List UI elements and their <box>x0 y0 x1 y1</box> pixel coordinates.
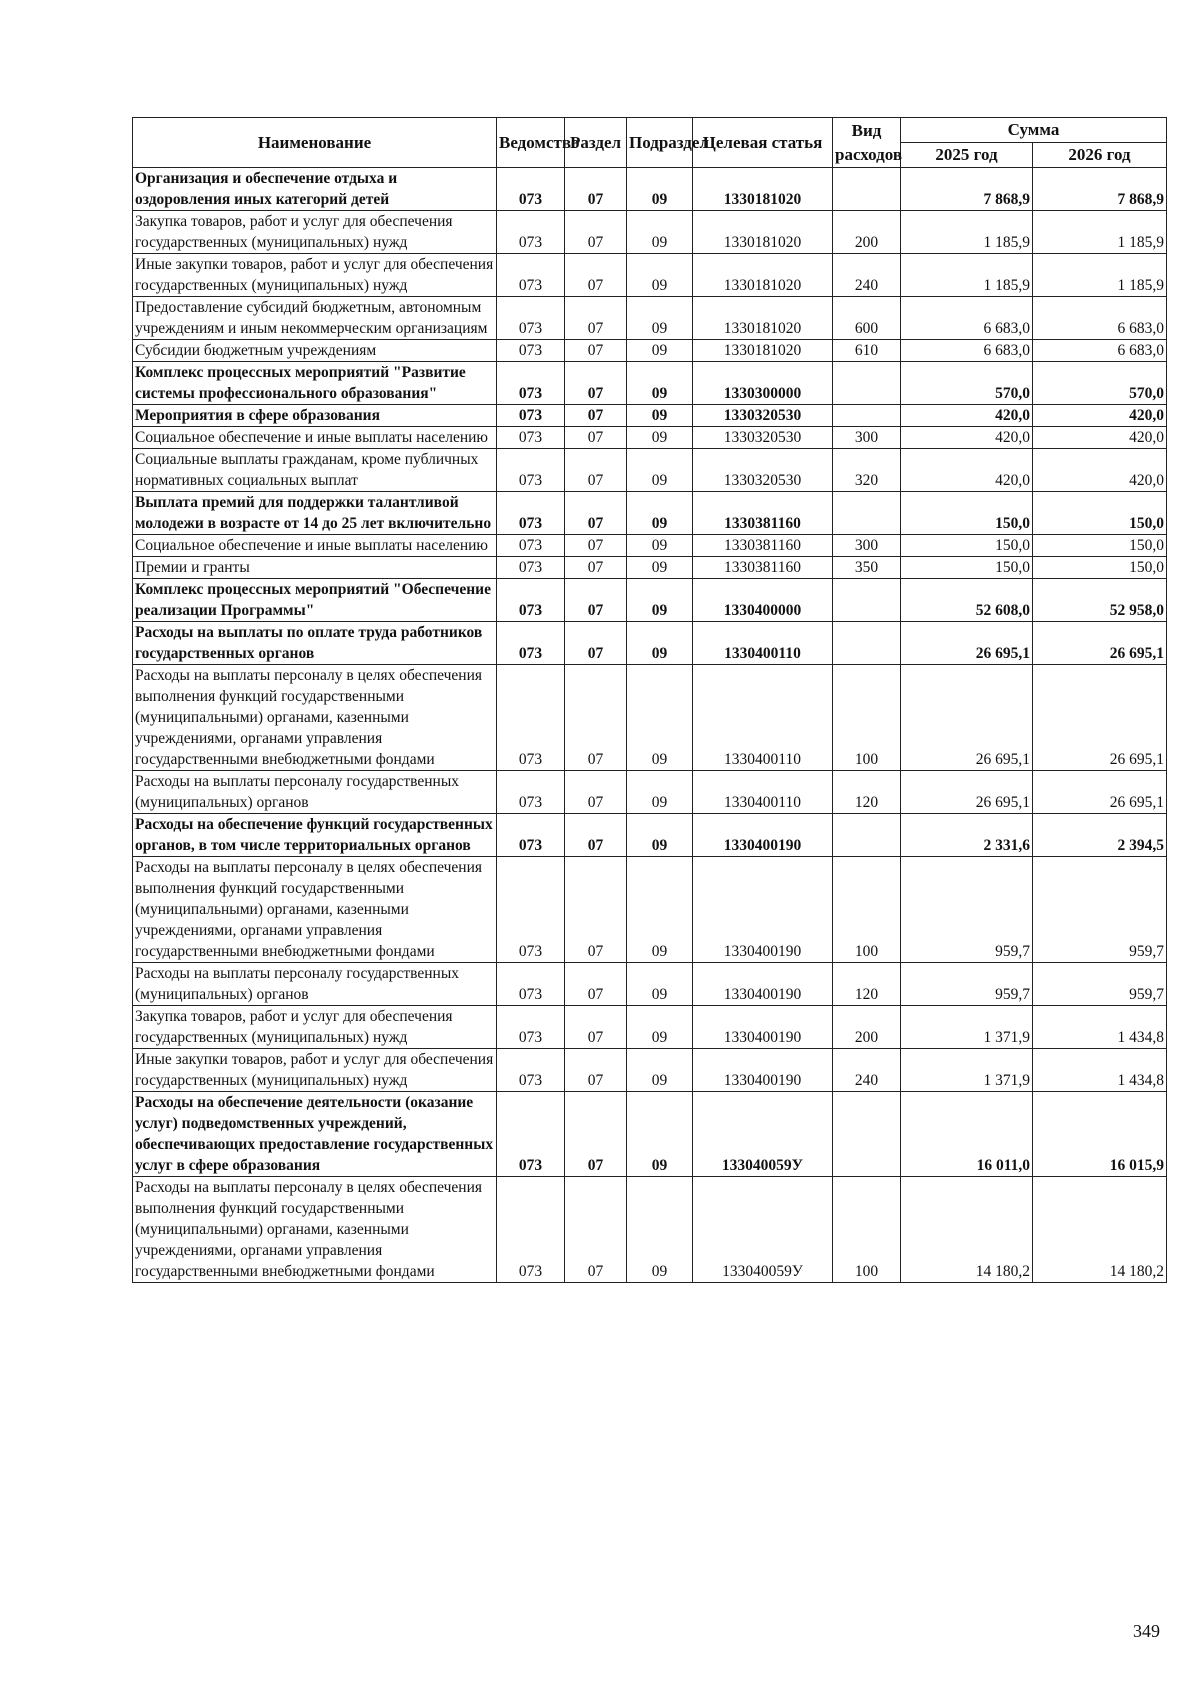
cell-target: 133040059У <box>693 1092 833 1177</box>
cell-section: 07 <box>565 535 627 557</box>
cell-section: 07 <box>565 622 627 665</box>
cell-sum-2026: 26 695,1 <box>1033 622 1167 665</box>
table-body <box>133 168 1167 1283</box>
header-name: Наименование <box>133 118 497 168</box>
cell-sum-2025: 570,0 <box>901 362 1033 405</box>
cell-name: Премии и гранты <box>133 557 497 579</box>
header-dept: Ведомство <box>497 118 565 168</box>
cell-dept: 073 <box>497 814 565 857</box>
cell-section: 07 <box>565 557 627 579</box>
cell-sum-2026: 6 683,0 <box>1033 340 1167 362</box>
header-year-2026: 2026 год <box>1033 143 1167 168</box>
cell-sum-2026: 6 683,0 <box>1033 297 1167 340</box>
cell-sum-2025: 26 695,1 <box>901 665 1033 771</box>
cell-sum-2025: 52 608,0 <box>901 579 1033 622</box>
cell-target: 1330320530 <box>693 427 833 449</box>
table-row <box>133 449 1167 492</box>
cell-target: 1330400190 <box>693 857 833 963</box>
cell-sum-2025: 150,0 <box>901 535 1033 557</box>
cell-section: 07 <box>565 963 627 1006</box>
cell-sum-2026: 420,0 <box>1033 449 1167 492</box>
cell-sum-2026: 570,0 <box>1033 362 1167 405</box>
cell-section: 07 <box>565 1177 627 1283</box>
cell-sum-2025: 420,0 <box>901 449 1033 492</box>
cell-target: 133040059У <box>693 1177 833 1283</box>
cell-sum-2026: 1 185,9 <box>1033 254 1167 297</box>
header-subsection: Подраздел <box>627 118 693 168</box>
cell-section: 07 <box>565 665 627 771</box>
cell-subsection: 09 <box>627 427 693 449</box>
cell-name: Комплекс процессных мероприятий "Развитие системы профессионального образования" <box>133 362 497 405</box>
cell-subsection: 09 <box>627 963 693 1006</box>
cell-sum-2026: 26 695,1 <box>1033 665 1167 771</box>
cell-name: Предоставление субсидий бюджетным, автономным учреждениям и иным некоммерческим организациям <box>133 297 497 340</box>
cell-target: 1330320530 <box>693 449 833 492</box>
cell-dept: 073 <box>497 297 565 340</box>
cell-name: Расходы на выплаты персоналу в целях обеспечения выполнения функций государственными (муниципальными) органами, казенными учреждениями, органами управления государственными внебюджетными фондами <box>133 665 497 771</box>
cell-expense-type: 610 <box>833 340 901 362</box>
cell-sum-2025: 6 683,0 <box>901 340 1033 362</box>
cell-dept: 073 <box>497 362 565 405</box>
cell-name: Закупка товаров, работ и услуг для обеспечения государственных (муниципальных) нужд <box>133 211 497 254</box>
cell-sum-2026: 14 180,2 <box>1033 1177 1167 1283</box>
cell-name: Расходы на выплаты персоналу государственных (муниципальных) органов <box>133 963 497 1006</box>
cell-name: Иные закупки товаров, работ и услуг для обеспечения государственных (муниципальных) нужд <box>133 254 497 297</box>
cell-subsection: 09 <box>627 857 693 963</box>
table-row <box>133 1092 1167 1177</box>
cell-section: 07 <box>565 427 627 449</box>
cell-sum-2026: 150,0 <box>1033 535 1167 557</box>
cell-dept: 073 <box>497 963 565 1006</box>
table-row <box>133 557 1167 579</box>
header-target: Целевая статья <box>693 118 833 168</box>
cell-sum-2025: 150,0 <box>901 492 1033 535</box>
cell-name: Расходы на обеспечение деятельности (оказание услуг) подведомственных учреждений, обеспечивающих предоставление государственных услуг в сфере образования <box>133 1092 497 1177</box>
table-row <box>133 340 1167 362</box>
cell-target: 1330320530 <box>693 405 833 427</box>
cell-target: 1330400110 <box>693 771 833 814</box>
cell-dept: 073 <box>497 535 565 557</box>
table-row <box>133 297 1167 340</box>
cell-sum-2025: 26 695,1 <box>901 622 1033 665</box>
cell-sum-2026: 959,7 <box>1033 857 1167 963</box>
cell-name: Субсидии бюджетным учреждениям <box>133 340 497 362</box>
cell-dept: 073 <box>497 211 565 254</box>
cell-sum-2025: 959,7 <box>901 963 1033 1006</box>
cell-subsection: 09 <box>627 449 693 492</box>
cell-subsection: 09 <box>627 168 693 211</box>
cell-expense-type: 100 <box>833 1177 901 1283</box>
cell-section: 07 <box>565 857 627 963</box>
cell-dept: 073 <box>497 254 565 297</box>
cell-sum-2025: 420,0 <box>901 427 1033 449</box>
cell-expense-type: 320 <box>833 449 901 492</box>
cell-expense-type: 200 <box>833 211 901 254</box>
cell-dept: 073 <box>497 405 565 427</box>
cell-sum-2025: 7 868,9 <box>901 168 1033 211</box>
cell-expense-type <box>833 492 901 535</box>
cell-expense-type <box>833 405 901 427</box>
cell-target: 1330181020 <box>693 168 833 211</box>
table-row <box>133 622 1167 665</box>
cell-subsection: 09 <box>627 665 693 771</box>
cell-expense-type <box>833 362 901 405</box>
cell-target: 1330381160 <box>693 492 833 535</box>
header-section: Раздел <box>565 118 627 168</box>
cell-sum-2026: 1 185,9 <box>1033 211 1167 254</box>
cell-expense-type: 300 <box>833 535 901 557</box>
header-expense-type: Вид расходов <box>833 118 901 168</box>
cell-sum-2025: 959,7 <box>901 857 1033 963</box>
table-row <box>133 168 1167 211</box>
cell-subsection: 09 <box>627 814 693 857</box>
cell-sum-2026: 2 394,5 <box>1033 814 1167 857</box>
cell-target: 1330181020 <box>693 211 833 254</box>
page-number: 349 <box>1133 1621 1160 1641</box>
cell-target: 1330400190 <box>693 963 833 1006</box>
cell-dept: 073 <box>497 492 565 535</box>
cell-expense-type: 100 <box>833 665 901 771</box>
budget-table <box>132 117 1167 1283</box>
cell-name: Социальное обеспечение и иные выплаты населению <box>133 535 497 557</box>
cell-target: 1330181020 <box>693 340 833 362</box>
cell-sum-2026: 26 695,1 <box>1033 771 1167 814</box>
cell-subsection: 09 <box>627 579 693 622</box>
cell-expense-type: 100 <box>833 857 901 963</box>
cell-subsection: 09 <box>627 254 693 297</box>
cell-sum-2025: 14 180,2 <box>901 1177 1033 1283</box>
cell-target: 1330400190 <box>693 814 833 857</box>
cell-target: 1330381160 <box>693 535 833 557</box>
cell-subsection: 09 <box>627 340 693 362</box>
cell-dept: 073 <box>497 857 565 963</box>
cell-subsection: 09 <box>627 1006 693 1049</box>
cell-section: 07 <box>565 814 627 857</box>
cell-name: Расходы на выплаты по оплате труда работников государственных органов <box>133 622 497 665</box>
cell-sum-2026: 420,0 <box>1033 427 1167 449</box>
cell-subsection: 09 <box>627 1177 693 1283</box>
table-row <box>133 771 1167 814</box>
cell-sum-2025: 26 695,1 <box>901 771 1033 814</box>
cell-name: Расходы на выплаты персоналу в целях обеспечения выполнения функций государственными (муниципальными) органами, казенными учреждениями, органами управления государственными внебюджетными фондами <box>133 857 497 963</box>
table-row <box>133 665 1167 771</box>
cell-sum-2026: 16 015,9 <box>1033 1092 1167 1177</box>
cell-sum-2026: 52 958,0 <box>1033 579 1167 622</box>
cell-subsection: 09 <box>627 1049 693 1092</box>
cell-expense-type <box>833 622 901 665</box>
cell-subsection: 09 <box>627 492 693 535</box>
header-sum: Сумма <box>901 118 1167 143</box>
cell-target: 1330181020 <box>693 254 833 297</box>
cell-dept: 073 <box>497 771 565 814</box>
cell-target: 1330400190 <box>693 1049 833 1092</box>
cell-target: 1330400110 <box>693 665 833 771</box>
cell-subsection: 09 <box>627 211 693 254</box>
cell-subsection: 09 <box>627 557 693 579</box>
cell-section: 07 <box>565 771 627 814</box>
table-row <box>133 814 1167 857</box>
cell-section: 07 <box>565 340 627 362</box>
cell-dept: 073 <box>497 340 565 362</box>
cell-dept: 073 <box>497 168 565 211</box>
cell-expense-type: 600 <box>833 297 901 340</box>
cell-section: 07 <box>565 1092 627 1177</box>
cell-dept: 073 <box>497 579 565 622</box>
cell-subsection: 09 <box>627 297 693 340</box>
table-row <box>133 427 1167 449</box>
cell-expense-type: 240 <box>833 254 901 297</box>
cell-section: 07 <box>565 254 627 297</box>
cell-section: 07 <box>565 405 627 427</box>
cell-expense-type: 120 <box>833 771 901 814</box>
cell-dept: 073 <box>497 1092 565 1177</box>
cell-sum-2026: 420,0 <box>1033 405 1167 427</box>
cell-sum-2025: 420,0 <box>901 405 1033 427</box>
cell-sum-2025: 1 371,9 <box>901 1049 1033 1092</box>
cell-sum-2025: 6 683,0 <box>901 297 1033 340</box>
cell-sum-2025: 1 185,9 <box>901 211 1033 254</box>
cell-expense-type <box>833 1092 901 1177</box>
cell-section: 07 <box>565 362 627 405</box>
cell-dept: 073 <box>497 427 565 449</box>
cell-section: 07 <box>565 492 627 535</box>
cell-dept: 073 <box>497 622 565 665</box>
table-row <box>133 1177 1167 1283</box>
cell-name: Социальные выплаты гражданам, кроме публичных нормативных социальных выплат <box>133 449 497 492</box>
cell-sum-2026: 7 868,9 <box>1033 168 1167 211</box>
cell-expense-type: 300 <box>833 427 901 449</box>
cell-sum-2025: 16 011,0 <box>901 1092 1033 1177</box>
cell-name: Комплекс процессных мероприятий "Обеспечение реализации Программы" <box>133 579 497 622</box>
table-row <box>133 579 1167 622</box>
cell-sum-2025: 150,0 <box>901 557 1033 579</box>
cell-section: 07 <box>565 211 627 254</box>
cell-name: Закупка товаров, работ и услуг для обеспечения государственных (муниципальных) нужд <box>133 1006 497 1049</box>
cell-expense-type <box>833 579 901 622</box>
cell-sum-2026: 150,0 <box>1033 557 1167 579</box>
cell-dept: 073 <box>497 665 565 771</box>
cell-section: 07 <box>565 1006 627 1049</box>
table-row <box>133 1006 1167 1049</box>
cell-target: 1330181020 <box>693 297 833 340</box>
cell-target: 1330400110 <box>693 622 833 665</box>
table-header <box>133 118 1167 168</box>
table-row <box>133 857 1167 963</box>
cell-section: 07 <box>565 579 627 622</box>
cell-subsection: 09 <box>627 535 693 557</box>
cell-subsection: 09 <box>627 362 693 405</box>
cell-section: 07 <box>565 297 627 340</box>
cell-dept: 073 <box>497 1049 565 1092</box>
table-row <box>133 211 1167 254</box>
cell-name: Организация и обеспечение отдыха и оздоровления иных категорий детей <box>133 168 497 211</box>
cell-sum-2025: 1 371,9 <box>901 1006 1033 1049</box>
cell-name: Выплата премий для поддержки талантливой молодежи в возрасте от 14 до 25 лет включительно <box>133 492 497 535</box>
cell-expense-type <box>833 168 901 211</box>
cell-sum-2026: 1 434,8 <box>1033 1006 1167 1049</box>
cell-target: 1330300000 <box>693 362 833 405</box>
cell-sum-2025: 1 185,9 <box>901 254 1033 297</box>
cell-subsection: 09 <box>627 771 693 814</box>
cell-section: 07 <box>565 1049 627 1092</box>
cell-target: 1330381160 <box>693 557 833 579</box>
cell-sum-2026: 959,7 <box>1033 963 1167 1006</box>
cell-expense-type: 200 <box>833 1006 901 1049</box>
cell-name: Социальное обеспечение и иные выплаты населению <box>133 427 497 449</box>
cell-sum-2026: 150,0 <box>1033 492 1167 535</box>
cell-name: Расходы на обеспечение функций государственных органов, в том числе территориальных органов <box>133 814 497 857</box>
cell-dept: 073 <box>497 449 565 492</box>
cell-sum-2026: 1 434,8 <box>1033 1049 1167 1092</box>
cell-subsection: 09 <box>627 622 693 665</box>
cell-name: Расходы на выплаты персоналу государственных (муниципальных) органов <box>133 771 497 814</box>
cell-sum-2025: 2 331,6 <box>901 814 1033 857</box>
table-row <box>133 362 1167 405</box>
cell-name: Иные закупки товаров, работ и услуг для обеспечения государственных (муниципальных) нужд <box>133 1049 497 1092</box>
cell-target: 1330400000 <box>693 579 833 622</box>
cell-subsection: 09 <box>627 1092 693 1177</box>
table-row <box>133 492 1167 535</box>
cell-expense-type: 120 <box>833 963 901 1006</box>
cell-subsection: 09 <box>627 405 693 427</box>
cell-target: 1330400190 <box>693 1006 833 1049</box>
cell-expense-type: 240 <box>833 1049 901 1092</box>
table-row <box>133 535 1167 557</box>
cell-section: 07 <box>565 168 627 211</box>
header-year-2025: 2025 год <box>901 143 1033 168</box>
cell-dept: 073 <box>497 557 565 579</box>
cell-name: Расходы на выплаты персоналу в целях обеспечения выполнения функций государственными (муниципальными) органами, казенными учреждениями, органами управления государственными внебюджетными фондами <box>133 1177 497 1283</box>
cell-name: Мероприятия в сфере образования <box>133 405 497 427</box>
table-row <box>133 963 1167 1006</box>
table-row <box>133 254 1167 297</box>
cell-dept: 073 <box>497 1177 565 1283</box>
table-row <box>133 405 1167 427</box>
cell-expense-type <box>833 814 901 857</box>
cell-dept: 073 <box>497 1006 565 1049</box>
cell-section: 07 <box>565 449 627 492</box>
cell-expense-type: 350 <box>833 557 901 579</box>
table-row <box>133 1049 1167 1092</box>
